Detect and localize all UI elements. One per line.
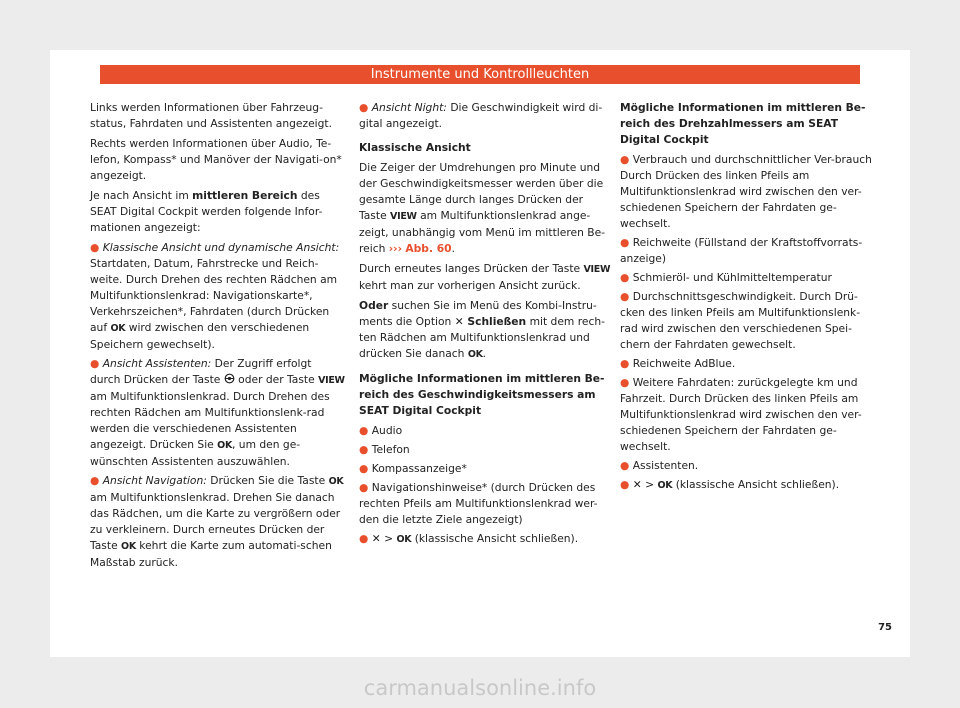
list-item bbox=[620, 375, 875, 455]
section-header bbox=[100, 65, 860, 84]
close-icon: ✕ bbox=[454, 315, 464, 328]
text: mit dem rech-ten Rädchen am Multifunktionslenkrad und drücken Sie danach bbox=[359, 315, 605, 360]
text: > bbox=[380, 532, 397, 545]
bullet-icon: ● bbox=[359, 101, 369, 114]
paragraph: Links werden Informationen über Fahrzeug-status, Fahrdaten und Assistenten angezeigt. bbox=[90, 101, 332, 130]
text: kehrt die Karte zum automati-schen Maßstab zurück. bbox=[90, 539, 332, 569]
text: Verbrauch und durchschnittlicher Ver-brauch Durch Drücken des linken Pfeils am Multifunktionslenkrad wird zwischen den ver-schiedenen Speichern der Fahrdaten ge-wechselt. bbox=[620, 153, 872, 230]
bullet-icon: ● bbox=[620, 153, 630, 166]
text: am Multifunktionslenkrad. Durch Drehen des rechten Rädchen am Multifunktionslenk-rad werden die verschiedenen Assistenten angezeigt. Drücken Sie bbox=[90, 390, 330, 451]
text: . bbox=[451, 242, 456, 255]
close-icon: ✕ bbox=[632, 478, 642, 491]
bullet-icon: ● bbox=[90, 474, 100, 487]
bullet-icon: ● bbox=[359, 443, 369, 456]
text: oder der Taste bbox=[234, 373, 319, 386]
text: am Multifunktionslenkrad ange-zeigt, unabhängig vom Menü im mittleren Be-reich bbox=[359, 209, 606, 255]
bullet-icon: ● bbox=[620, 357, 630, 370]
bullet-icon: ● bbox=[359, 532, 369, 545]
ok-key-label: OK bbox=[657, 480, 673, 491]
bold-text: mittleren Bereich bbox=[192, 189, 298, 202]
text: > bbox=[641, 478, 658, 491]
manual-page bbox=[50, 50, 910, 657]
watermark: carmanualsonline.info bbox=[363, 676, 597, 700]
list-item bbox=[359, 531, 614, 548]
text: Der Zugriff erfolgt durch Drücken der Taste bbox=[90, 357, 312, 386]
text: Durchschnittsgeschwindigkeit. Durch Drü-cken des linken Pfeils am Multifunktionslenk-rad wird zwischen den verschiedenen Spei-chern der Fahrdaten gewechselt. bbox=[620, 290, 861, 351]
text: Reichweite AdBlue. bbox=[632, 357, 736, 370]
list-item bbox=[620, 458, 875, 474]
section-title: Instrumente und Kontrollleuchten bbox=[370, 67, 590, 82]
assistant-button-icon bbox=[224, 373, 235, 389]
text: Audio bbox=[371, 424, 403, 437]
list-item bbox=[620, 289, 875, 353]
ok-key-label: OK bbox=[328, 476, 344, 487]
page-number: 75 bbox=[878, 622, 892, 633]
list-item bbox=[620, 270, 875, 286]
text-column-3 bbox=[620, 100, 875, 497]
bullet-icon: ● bbox=[620, 236, 630, 249]
close-icon: ✕ bbox=[371, 532, 381, 545]
text: des SEAT Digital Cockpit werden folgende Infor-mationen angezeigt: bbox=[90, 189, 323, 234]
bullet-icon: ● bbox=[90, 357, 100, 370]
bold-text: Oder bbox=[359, 299, 389, 312]
paragraph bbox=[90, 188, 345, 236]
bullet-icon: ● bbox=[620, 290, 630, 303]
text: Die Geschwindigkeit wird di-gital angezeigt. bbox=[359, 101, 603, 130]
view-key-label: VIEW bbox=[583, 264, 611, 275]
paragraph bbox=[359, 298, 614, 363]
list-item bbox=[90, 356, 345, 470]
list-item bbox=[359, 461, 614, 477]
bullet-icon: ● bbox=[90, 241, 100, 254]
text: , um den ge-wünschten Assistenten auszuwählen. bbox=[90, 438, 301, 468]
view-key-label: VIEW bbox=[318, 375, 345, 386]
text: (klassische Ansicht schließen). bbox=[411, 532, 579, 545]
paragraph: Rechts werden Informationen über Audio, Te-lefon, Kompass* und Manöver der Navigati-on* angezeigt. bbox=[90, 137, 342, 182]
text: Kompassanzeige* bbox=[371, 462, 467, 475]
text: Durch erneutes langes Drücken der Taste bbox=[359, 262, 584, 275]
list-item bbox=[359, 480, 614, 528]
italic-text: Ansicht Navigation: bbox=[102, 474, 207, 487]
list-item bbox=[359, 442, 614, 458]
text: (klassische Ansicht schließen). bbox=[672, 478, 840, 491]
bullet-icon: ● bbox=[620, 478, 630, 491]
text: Startdaten, Datum, Fahrstrecke und Reich-weite. Durch Drehen des rechten Rädchen am Multifunktionslenkrad: Navigationskarte*, Verkehrszeichen*, Fahrdaten (durch Drücken auf bbox=[90, 257, 338, 334]
text: Die Zeiger der Umdrehungen pro Minute und der Geschwindigkeitsmesser werden über die gesamte Länge durch langes Drücken der Taste bbox=[359, 161, 604, 222]
bullet-icon: ● bbox=[620, 376, 630, 389]
list-item bbox=[620, 356, 875, 372]
text: Schmieröl- und Kühlmitteltemperatur bbox=[632, 271, 832, 284]
bullet-icon: ● bbox=[359, 481, 369, 494]
text: Weitere Fahrdaten: zurückgelegte km und Fahrzeit. Durch Drücken des linken Pfeils am Multifunktionslenkrad wird zwischen den ver-schiedenen Speichern der Fahrdaten ge-wechselt. bbox=[620, 376, 862, 453]
bullet-icon: ● bbox=[359, 424, 369, 437]
paragraph bbox=[359, 160, 614, 257]
text: suchen Sie im Menü des Kombi-Instru-ments die Option bbox=[359, 299, 597, 328]
list-item bbox=[620, 152, 875, 232]
list-item bbox=[90, 240, 345, 353]
text: wird zwischen den verschiedenen Speichern gewechselt). bbox=[90, 321, 310, 351]
italic-text: Klassische Ansicht und dynamische Ansicht: bbox=[102, 241, 340, 254]
bullet-icon: ● bbox=[620, 459, 630, 472]
reference-arrow-icon: ››› bbox=[388, 242, 402, 255]
list-item bbox=[620, 235, 875, 267]
text: Reichweite (Füllstand der Kraftstoffvorrats-anzeige) bbox=[620, 236, 863, 265]
text: Je nach Ansicht im bbox=[90, 189, 193, 202]
italic-text: Ansicht Assistenten: bbox=[102, 357, 212, 370]
text: Navigationshinweise* (durch Drücken des rechten Pfeils am Multifunktionslenkrad wer-den die letzte Ziele angezeigt) bbox=[359, 481, 598, 526]
text: am Multifunktionslenkrad. Drehen Sie danach das Rädchen, um die Karte zu vergrößern oder zu verkleinern. Durch erneutes Drücken der Taste bbox=[90, 491, 341, 552]
list-item bbox=[620, 477, 875, 494]
ok-key-label: OK bbox=[217, 440, 233, 451]
text-column-1 bbox=[90, 100, 345, 574]
figure-reference-link[interactable]: Abb. 60 bbox=[405, 242, 452, 255]
subheading: Mögliche Informationen im mittleren Be-reich des Drehzahlmessers am SEAT Digital Cockpit bbox=[620, 101, 866, 146]
list-item bbox=[359, 100, 614, 132]
ok-key-label: OK bbox=[121, 541, 136, 552]
ok-key-label: OK bbox=[110, 323, 126, 334]
italic-text: Ansicht Night: bbox=[371, 101, 447, 114]
list-item bbox=[359, 423, 614, 439]
bullet-icon: ● bbox=[359, 462, 369, 475]
paragraph bbox=[359, 261, 614, 294]
ok-key-label: OK bbox=[467, 349, 483, 360]
view-key-label: VIEW bbox=[390, 211, 417, 222]
list-item bbox=[90, 473, 345, 571]
text-column-2 bbox=[359, 100, 614, 551]
text: kehrt man zur vorherigen Ansicht zurück. bbox=[359, 279, 581, 292]
text: Drücken Sie die Taste bbox=[206, 474, 329, 487]
text: Telefon bbox=[371, 443, 410, 456]
subheading: Mögliche Informationen im mittleren Be-reich des Geschwindigkeitsmessers am SEAT Digital Cockpit bbox=[359, 372, 605, 417]
bold-text: Schließen bbox=[463, 315, 527, 328]
bullet-icon: ● bbox=[620, 271, 630, 284]
text: . bbox=[482, 347, 487, 360]
ok-key-label: OK bbox=[396, 534, 412, 545]
text: Assistenten. bbox=[632, 459, 699, 472]
subheading: Klassische Ansicht bbox=[359, 141, 471, 154]
